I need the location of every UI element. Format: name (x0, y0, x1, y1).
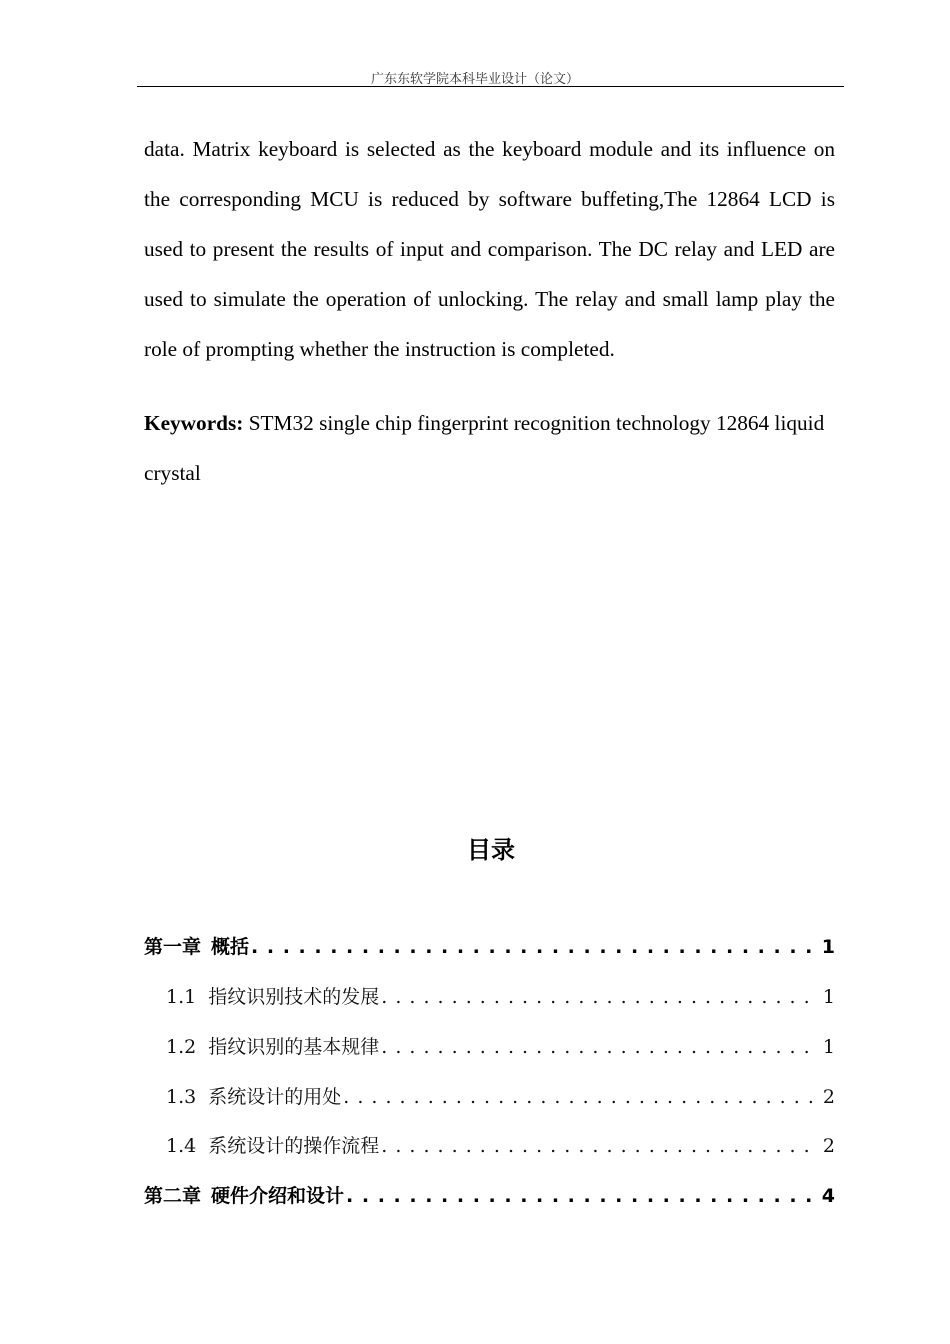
toc-entry-title: 系统设计的操作流程 (208, 1135, 380, 1157)
toc-leader-dots (251, 936, 818, 958)
toc-entry-section-1-1[interactable] (166, 982, 835, 1012)
keywords-text: STM32 single chip fingerprint recognition technology 12864 liquid crystal (144, 411, 825, 485)
header-rule (137, 86, 844, 87)
toc-entry-title: 硬件介绍和设计 (211, 1185, 345, 1207)
toc-entry-number: 第二章 (144, 1185, 202, 1207)
toc-entry-page: 2 (822, 1086, 835, 1108)
toc-entry-page: 1 (822, 986, 835, 1008)
toc-leader-dots (343, 1086, 819, 1108)
toc-title: 目录 (467, 836, 515, 864)
toc-entry-number: 1.3 (166, 1086, 197, 1108)
toc-entry-page: 2 (822, 1135, 835, 1157)
abstract-paragraph: data. Matrix keyboard is selected as the keyboard module and its influence on the corresponding MCU is reduced by software buffeting,The 12864 LCD is used to present the results of input and comparison. The DC relay and LED are used to simulate the operation of unlocking. The relay and small lamp play the role of prompting whether the instruction is completed. (144, 137, 835, 361)
toc-entry-section-1-3[interactable] (166, 1082, 835, 1112)
toc-entry-chapter-2[interactable] (144, 1181, 835, 1211)
toc-entry-title: 系统设计的用处 (208, 1086, 342, 1108)
keywords-label: Keywords: (144, 411, 244, 435)
toc-entry-number: 1.1 (166, 986, 197, 1008)
toc-leader-dots (346, 1185, 818, 1207)
header-title: 广东东软学院本科毕业设计（论文） (370, 72, 579, 87)
toc-entry-section-1-2[interactable] (166, 1032, 835, 1062)
toc-entry-title: 指纹识别的基本规律 (208, 1036, 380, 1058)
toc-entry-number: 1.2 (166, 1036, 197, 1058)
toc-entry-number: 1.4 (166, 1135, 197, 1157)
toc-entry-page: 1 (822, 1036, 835, 1058)
toc-entry-page: 1 (821, 936, 835, 958)
keywords-paragraph (144, 398, 835, 498)
toc-entry-title: 指纹识别技术的发展 (208, 986, 380, 1008)
toc-entry-number: 第一章 (144, 936, 202, 958)
toc-leader-dots (381, 1135, 819, 1157)
toc-leader-dots (381, 1036, 819, 1058)
toc-entry-chapter-1[interactable] (144, 932, 835, 962)
toc-entry-section-1-4[interactable] (166, 1131, 835, 1161)
toc-entry-title: 概括 (211, 936, 250, 958)
toc-leader-dots (381, 986, 819, 1008)
toc-entry-page: 4 (821, 1185, 835, 1207)
